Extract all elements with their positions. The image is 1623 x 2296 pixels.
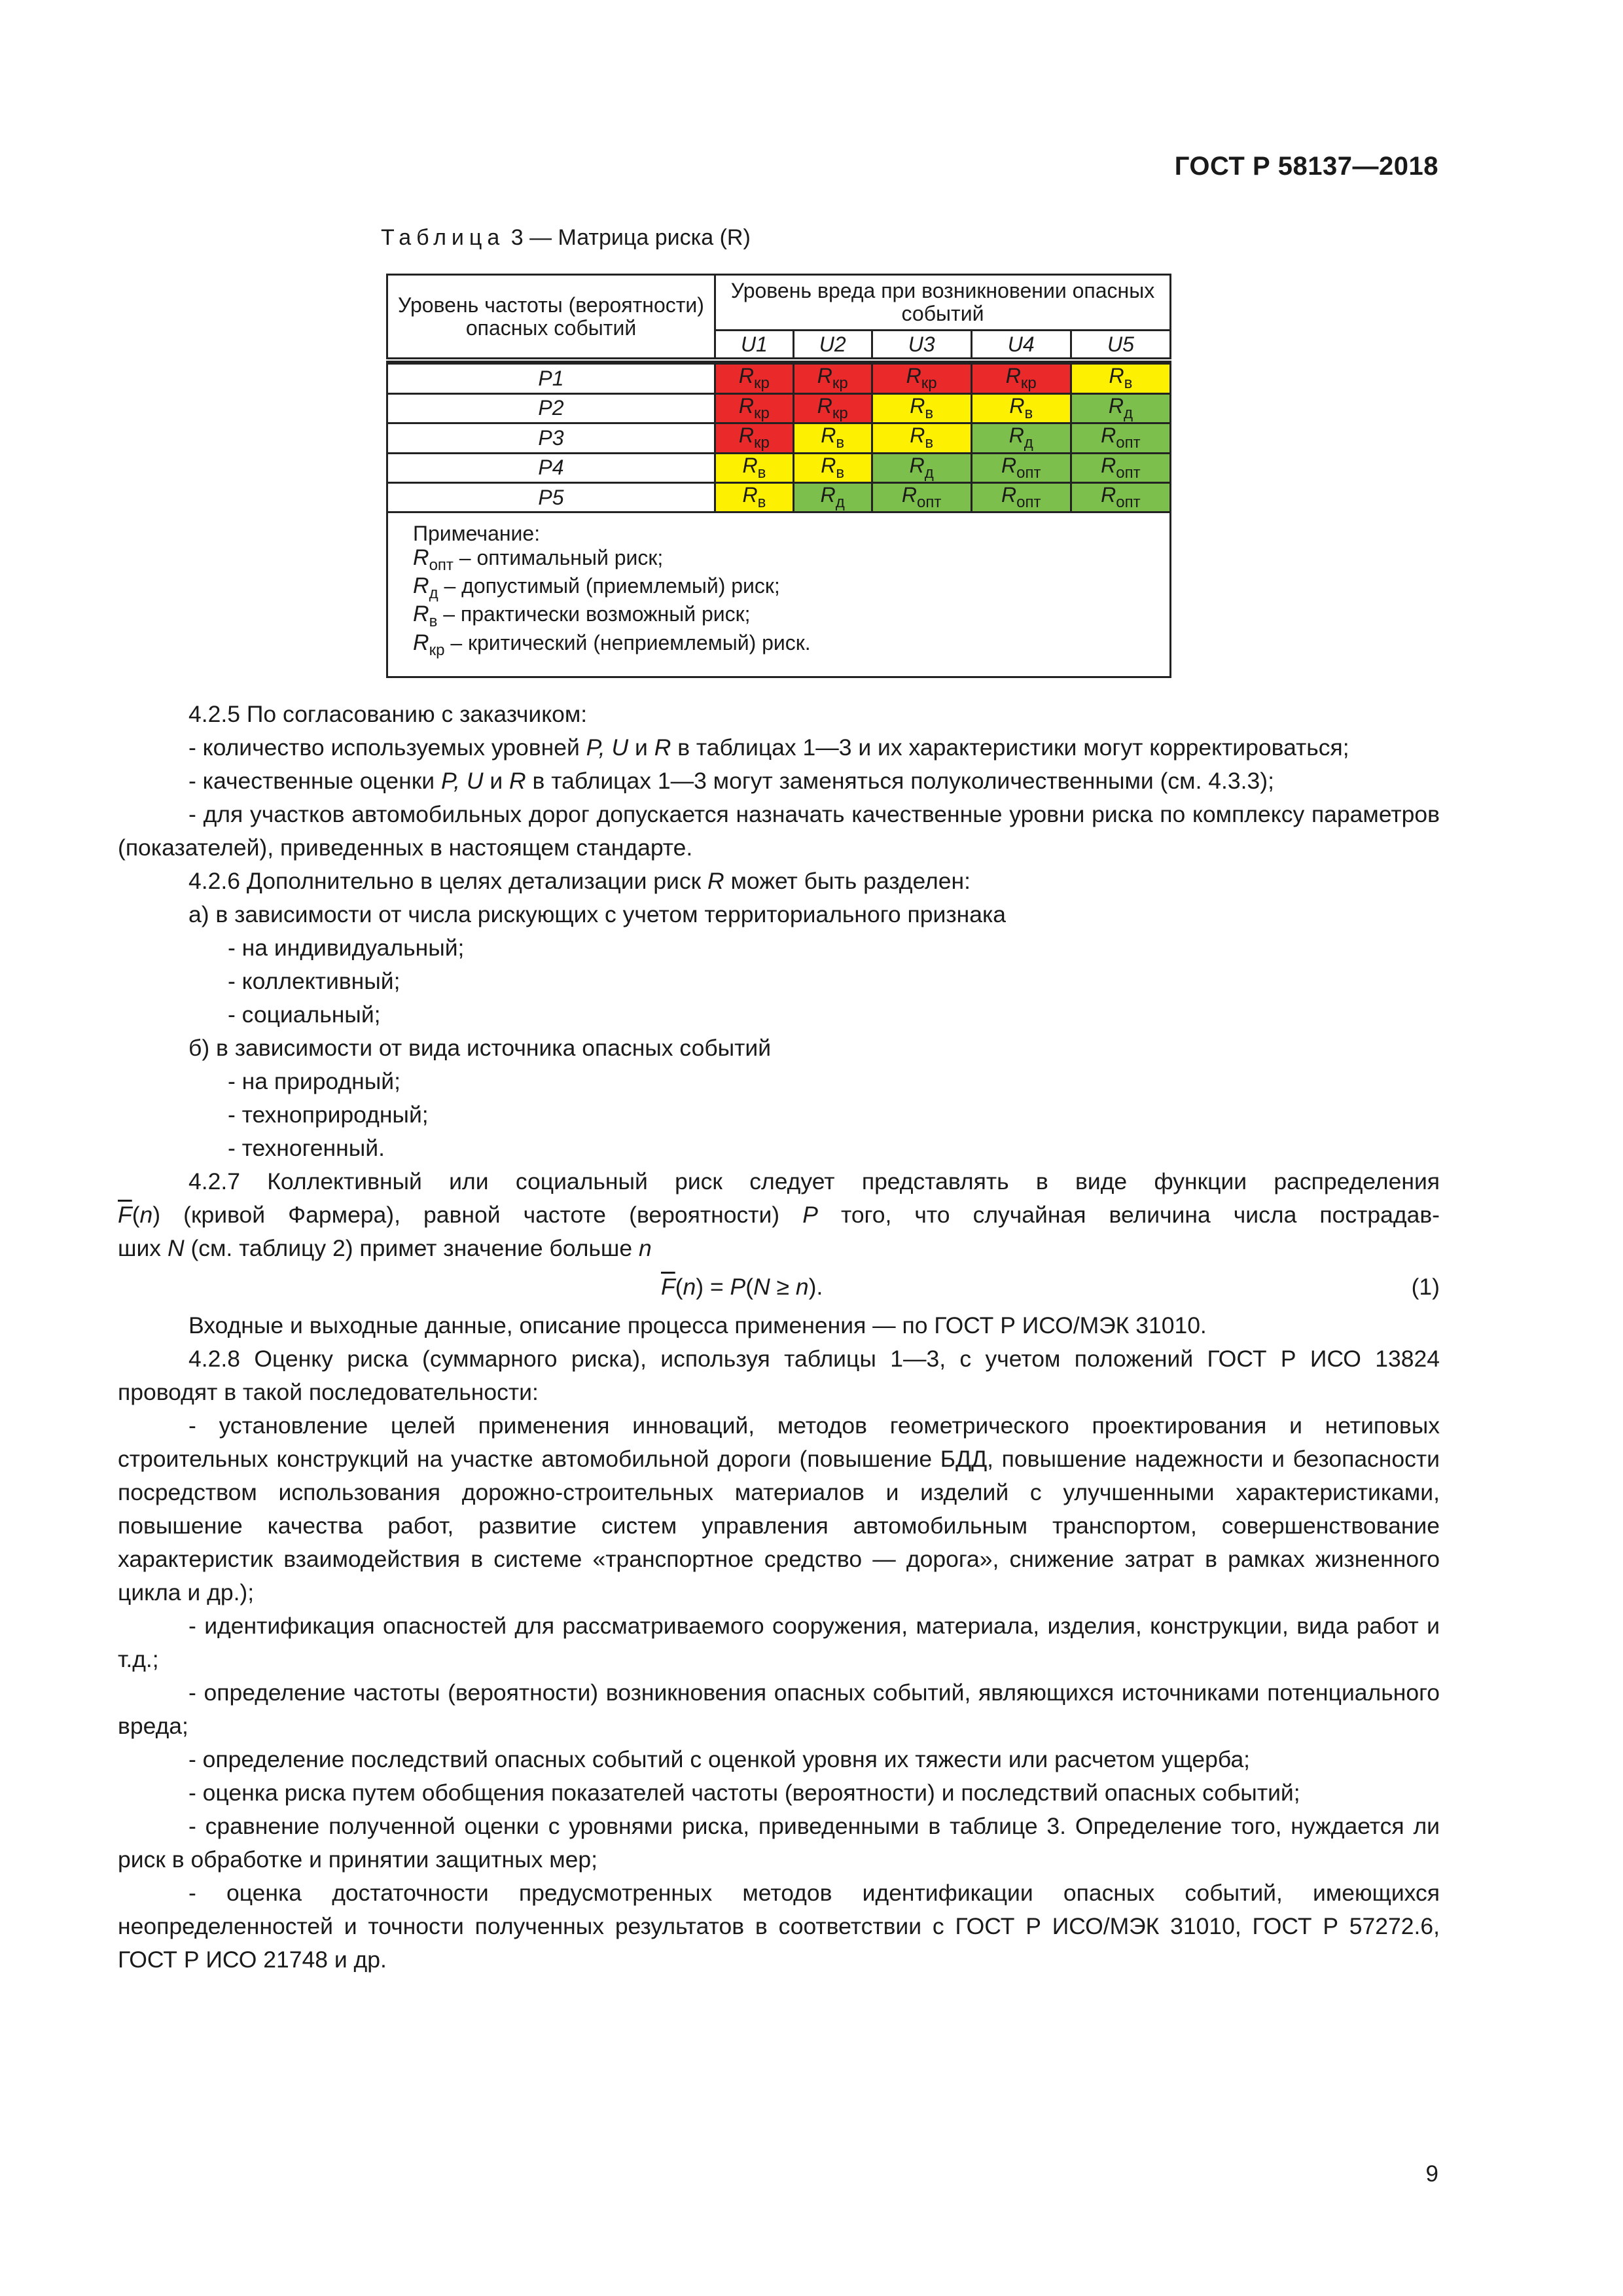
risk-cell [971,393,1071,423]
risk-cell [872,423,971,453]
harm-level-u3: U3 [872,331,971,361]
risk-subscript: опт [917,493,942,511]
clause-4-2-8-item-6: - сравнение полученной оценки с уровнями риска, приведенными в таблице 3. Определение того, нуждается ли риск в обработке и принятии защитных мер; [118,1813,1440,1873]
risk-symbol: R [1101,453,1116,477]
clause-4-2-8-item-3: - определение частоты (вероятности) возникновения опасных событий, являющихся источниками потенциального вреда; [118,1679,1440,1739]
risk-symbol: R [1009,393,1025,418]
risk-cell [1071,364,1170,393]
clause-4-2-8-item-4: - определение последствий опасных событий с оценкой уровня их тяжести или расчетом ущерба; [188,1746,1251,1772]
risk-subscript: кр [832,374,848,393]
risk-subscript: опт [1016,493,1041,511]
clause-4-2-5: 4.2.5 По согласованию с заказчиком: [188,701,588,727]
clause-4-2-6-a-1: - на индивидуальный; [228,935,465,961]
risk-cell [971,364,1071,393]
risk-symbol: R [742,453,758,477]
risk-symbol: R [738,423,755,448]
risk-cell [1071,423,1170,453]
note-subscript: опт [429,556,454,574]
risk-symbol: R [909,453,925,477]
risk-cell [793,364,872,393]
risk-cell [793,453,872,482]
risk-symbol: R [820,482,836,507]
risk-symbol: R [1008,423,1024,448]
frequency-level-cell: P2 [387,393,715,423]
risk-subscript: д [1024,434,1033,452]
risk-symbol: R [1001,453,1017,477]
clause-4-2-6-b-3: - техногенный. [228,1135,385,1161]
risk-cell [971,482,1071,512]
clause-4-2-6-a: а) в зависимости от числа рискующих с учетом территориального признака [188,901,1007,927]
harm-level-u4: U4 [971,331,1071,361]
note-item [413,574,1143,602]
risk-subscript: д [1123,404,1133,422]
risk-symbol: R [1101,482,1116,507]
risk-subscript: кр [921,374,937,393]
risk-row [387,453,1171,482]
note-subscript: кр [429,641,445,659]
note-text: – практически возможный риск; [437,602,751,626]
risk-matrix-table [386,274,1171,678]
risk-cell [1071,453,1170,482]
risk-cell [971,423,1071,453]
risk-cell [793,482,872,512]
clause-4-2-5-item-3: - для участков автомобильных дорог допускается назначать качественные уровни риска по комплексу параметров (показателей), приведенных в настоящем стандарте. [118,801,1440,861]
risk-subscript: в [1024,404,1033,422]
risk-symbol: R [821,423,836,448]
note-item [413,546,1143,574]
risk-subscript: опт [1116,463,1141,482]
risk-symbol: R [1101,423,1116,448]
clause-4-2-8: 4.2.8 Оценку риска (суммарного риска), используя таблицы 1—3, с учетом положений ГОСТ Р ИСО 13824 проводят в такой последовательности: [118,1346,1440,1405]
risk-subscript: кр [754,434,770,452]
risk-symbol: R [910,393,925,418]
table-caption [381,225,751,251]
risk-symbol: R [738,393,755,418]
frequency-level-cell: P1 [387,364,715,393]
risk-symbol: R [1109,364,1124,388]
body-text [118,698,1440,1977]
risk-symbol: R [1001,482,1017,507]
input-output-line: Входные и выходные данные, описание процесса применения — по ГОСТ Р ИСО/МЭК 31010. [188,1312,1207,1338]
risk-subscript: опт [1016,463,1041,482]
risk-cell [1071,482,1170,512]
risk-subscript: в [757,463,766,482]
risk-subscript: в [836,463,845,482]
risk-cell [715,482,794,512]
frequency-level-cell: P4 [387,453,715,482]
note-symbol: R [413,573,429,598]
clause-4-2-8-item-5: - оценка риска путем обобщения показателей частоты (вероятности) и последствий опасных событий; [188,1780,1300,1806]
note-text: – оптимальный риск; [453,545,664,569]
risk-subscript: д [835,493,845,511]
note-symbol: R [413,545,429,570]
risk-symbol: R [742,482,758,507]
risk-row [387,393,1171,423]
risk-symbol: R [817,364,832,388]
clause-4-2-6-b-2: - техноприродный; [228,1102,429,1128]
clause-4-2-8-item-2: - идентификация опасностей для рассматриваемого сооружения, материала, изделия, конструкции, вида работ и т.д.; [118,1613,1440,1672]
risk-cell [715,393,794,423]
note-symbol: R [413,630,429,655]
risk-subscript: кр [1020,374,1037,393]
clause-4-2-7-line-3: ших N (см. таблицу 2) примет значение больше n [118,1235,652,1261]
risk-symbol: R [821,453,836,477]
risk-row [387,364,1171,393]
risk-subscript: в [1124,374,1133,393]
formula-1 [118,1270,1440,1304]
harm-level-u2: U2 [793,331,872,361]
risk-cell [971,453,1071,482]
risk-subscript: в [925,434,934,452]
risk-cell [793,393,872,423]
risk-cell [715,364,794,393]
risk-subscript: в [925,404,934,422]
risk-subscript: опт [1116,493,1141,511]
risk-symbol: R [1108,393,1124,418]
note-text: – критический (неприемлемый) риск. [444,630,811,655]
clause-4-2-7-line-2: $\overline{F}(n)$ (кривой Фармера), равной частоте (вероятности) P того, что случайная величина числа пострадав- [118,1202,1440,1228]
risk-cell [872,482,971,512]
note-text: – допустимый (приемлемый) риск; [438,573,780,598]
clause-4-2-6-a-3: - социальный; [228,1001,381,1028]
risk-subscript: кр [832,404,848,422]
note-title: Примечание: [413,522,541,546]
note-item [413,602,1143,630]
risk-symbol: R [1005,364,1021,388]
document-header: ГОСТ Р 58137—2018 [1174,152,1438,181]
risk-subscript: кр [754,374,770,393]
risk-symbol: R [910,423,925,448]
clause-4-2-5-item-1: - количество используемых уровней P, U и R в таблицах 1—3 и их характеристики могут корректироваться; [188,734,1349,761]
risk-subscript: опт [1116,434,1141,452]
clause-4-2-6-b: б) в зависимости от вида источника опасных событий [188,1035,772,1061]
risk-subscript: кр [754,404,770,422]
clause-4-2-8-item-7: - оценка достаточности предусмотренных методов идентификации опасных событий, имеющихся неопределенностей и точности полученных результатов в соответствии с ГОСТ Р ИСО/МЭК 31010, ГОСТ Р 57272.6, ГОСТ Р ИСО 21748 и др. [118,1880,1440,1973]
risk-symbol: R [817,393,832,418]
risk-row [387,423,1171,453]
risk-cell [1071,393,1170,423]
risk-subscript: в [757,493,766,511]
note-subscript: д [429,584,438,602]
risk-cell [715,453,794,482]
table-note [387,512,1171,677]
note-symbol: R [413,601,429,627]
harm-level-header: Уровень вреда при возникновении опасных событий [715,275,1171,331]
formula-expression: $\overline{F}(n) = P(N \ge n)$. [661,1274,823,1300]
risk-cell [872,393,971,423]
clause-4-2-6-b-1: - на природный; [228,1068,401,1094]
clause-4-2-8-item-1: - установление целей применения инноваций, методов геометрического проектирования и нетиповых строительных конструкций на участке автомобильной дороги (повышение БДД, повышение надежности и безопасности посредством использования дорожно-строительных материалов и изделий с улучшенными характеристиками, повышение качества работ, развитие систем управления автомобильным транспортом, совершенствование характеристик взаимодействия в системе «транспортное средство — дорога», снижение затрат в рамках жизненного цикла и др.); [118,1412,1440,1605]
risk-subscript: д [924,463,934,482]
clause-4-2-6-a-2: - коллективный; [228,968,401,994]
risk-cell [715,423,794,453]
harm-level-u5: U5 [1071,331,1170,361]
risk-cell [872,453,971,482]
clause-4-2-5-item-2: - качественные оценки P, U и R в таблицах 1—3 могут заменяться полуколичественными (см. 4.3.3); [188,768,1274,794]
note-item [413,631,1143,659]
page-number: 9 [1425,2161,1438,2187]
frequency-level-header: Уровень частоты (вероятности) опасных событий [387,275,715,361]
risk-symbol: R [901,482,918,507]
risk-symbol: R [906,364,921,388]
risk-symbol: R [738,364,755,388]
formula-number: (1) [1411,1274,1440,1300]
risk-subscript: в [836,434,845,452]
risk-cell [872,364,971,393]
clause-4-2-7-line-1: 4.2.7 Коллективный или социальный риск следует представлять в виде функции распределения [188,1168,1440,1194]
note-subscript: в [429,613,438,631]
table-caption-title: 3 — Матрица риска (R) [505,225,751,250]
clause-4-2-6: 4.2.6 Дополнительно в целях детализации риск R может быть разделен: [188,868,971,894]
risk-cell [793,423,872,453]
frequency-level-cell: P5 [387,482,715,512]
note-list [413,546,1143,660]
frequency-level-cell: P3 [387,423,715,453]
harm-level-u1: U1 [715,331,794,361]
risk-row [387,482,1171,512]
table-caption-word: Таблица [381,225,505,250]
